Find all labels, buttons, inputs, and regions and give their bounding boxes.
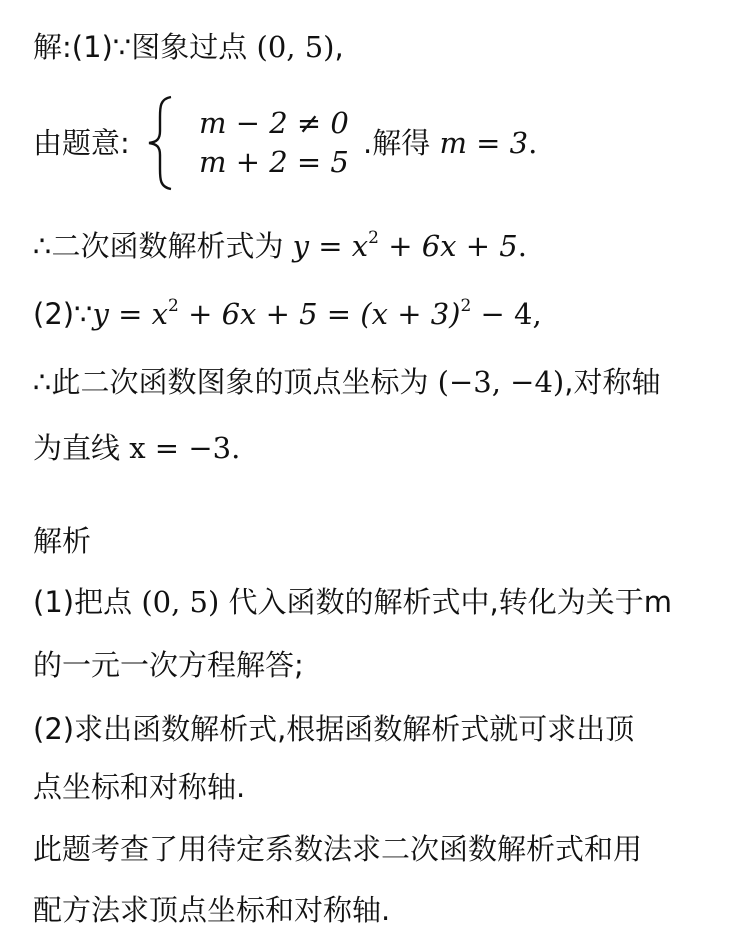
text: . bbox=[231, 431, 241, 465]
solution-line-4 bbox=[33, 294, 542, 334]
system-label: 由题意: bbox=[33, 126, 130, 160]
math: + 6x + 5 = (x + 3) bbox=[188, 297, 461, 331]
text: 解:(1)∵图象过点 bbox=[33, 30, 248, 64]
text: ∴二次函数解析式为 bbox=[33, 229, 284, 263]
equation-system bbox=[33, 95, 733, 195]
text: (2)∵ bbox=[33, 297, 93, 331]
equation-2: m + 2 = 5 bbox=[199, 145, 349, 179]
text: . bbox=[517, 229, 527, 263]
solution-line-6 bbox=[33, 428, 240, 468]
solution-line-5 bbox=[33, 362, 660, 402]
math: y = x bbox=[292, 229, 369, 263]
math: + 6x + 5 bbox=[388, 229, 518, 263]
text: 为直线 bbox=[33, 431, 121, 465]
solution-line-1 bbox=[33, 27, 344, 67]
left-brace-icon bbox=[145, 95, 177, 191]
math-point: (0, 5) bbox=[256, 30, 335, 64]
math-result: m = 3 bbox=[439, 126, 529, 160]
text: , bbox=[334, 30, 344, 64]
analysis-heading: 解析 bbox=[33, 524, 92, 558]
exponent: 2 bbox=[368, 228, 379, 248]
text: (1)把点 bbox=[33, 585, 133, 619]
text: . bbox=[528, 126, 538, 160]
analysis-line-5: 此题考查了用待定系数法求二次函数解析式和用 bbox=[33, 832, 643, 866]
analysis-line-4: 点坐标和对称轴. bbox=[33, 770, 246, 804]
math: − 4 bbox=[480, 297, 533, 331]
exponent: 2 bbox=[460, 296, 472, 316]
text: , bbox=[532, 297, 542, 331]
exponent: 2 bbox=[168, 296, 179, 316]
solution-line-3 bbox=[33, 226, 527, 266]
analysis-line-2: 的一元一次方程解答; bbox=[33, 648, 304, 682]
text: 代入函数的解析式中,转化为关于m bbox=[228, 585, 672, 619]
text: ∴此二次函数图象的顶点坐标为 bbox=[33, 365, 429, 399]
math: y = x bbox=[92, 297, 169, 331]
math-point: (0, 5) bbox=[141, 585, 220, 619]
system-result bbox=[363, 123, 537, 163]
text: ,对称轴 bbox=[564, 365, 661, 399]
analysis-line-6: 配方法求顶点坐标和对称轴. bbox=[33, 893, 391, 927]
equation-1: m − 2 ≠ 0 bbox=[199, 106, 349, 140]
text: .解得 bbox=[363, 126, 431, 160]
analysis-line-3: (2)求出函数解析式,根据函数解析式就可求出顶 bbox=[33, 712, 635, 746]
math-axis: x = −3 bbox=[129, 431, 232, 465]
analysis-line-1 bbox=[33, 582, 672, 622]
math-vertex: (−3, −4) bbox=[437, 365, 565, 399]
